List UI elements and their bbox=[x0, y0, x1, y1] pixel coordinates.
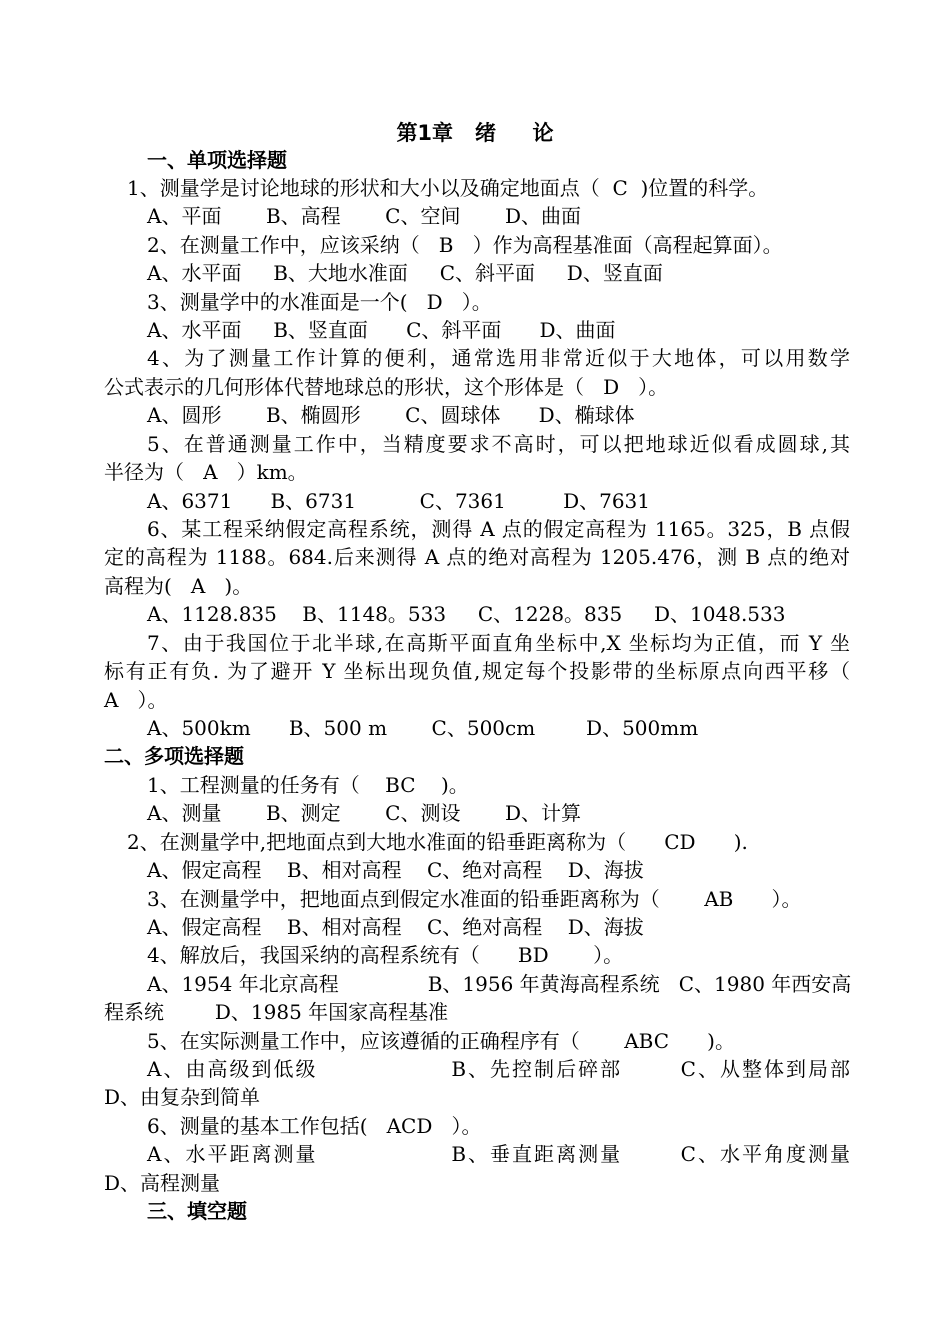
question-text: 4、为了测量工作计算的便利，通常选用非常近似于大地体，可以用数学 bbox=[147, 346, 850, 370]
question-text: 半径为（ A ）km。 bbox=[104, 460, 308, 484]
question-text: 6、某工程采纳假定高程系统，测得 A 点的假定高程为 1165。325，B 点假 bbox=[147, 517, 850, 541]
answer-options: A、6371 B、6731 C、7361 D、7631 bbox=[147, 489, 651, 513]
question-text: 公式表示的几何形体代替地球总的形状，这个形体是（ D ）。 bbox=[104, 375, 669, 399]
question-text: 1、工程测量的任务有（ BC )。 bbox=[147, 773, 469, 797]
answer-options: A、水平面 B、大地水准面 C、斜平面 D、竖直面 bbox=[147, 261, 663, 285]
answer-options: A、水平距离测量 B、垂直距离测量 C、水平角度测量 bbox=[147, 1142, 850, 1166]
answer-options: A、1128.835 B、1148。533 C、1228。835 D、1048.533 bbox=[147, 602, 786, 626]
chapter-title: 第1章 绪 论 bbox=[396, 121, 554, 145]
section-heading: 一、单项选择题 bbox=[147, 148, 287, 172]
answer-options: A、1954 年北京高程 B、1956 年黄海高程系统 C、1980 年西安高 bbox=[147, 972, 852, 996]
question-text: 3、测量学中的水准面是一个( D ）。 bbox=[147, 290, 492, 314]
answer-options: A、由高级到低级 B、先控制后碎部 C、从整体到局部 bbox=[147, 1057, 850, 1081]
answer-options: A、平面 B、高程 C、空间 D、曲面 bbox=[147, 204, 581, 228]
section-heading: 二、多项选择题 bbox=[104, 744, 244, 768]
question-text: 定的高程为 1188。684.后来测得 A 点的绝对高程为 1205.476，测 B 点的绝对 bbox=[104, 545, 850, 569]
question-text: 2、在测量学中,把地面点到大地水准面的铅垂距离称为（ CD ). bbox=[127, 830, 748, 854]
question-text: 5、在普通测量工作中，当精度要求不高时，可以把地球近似看成圆球,其 bbox=[147, 432, 850, 456]
answer-options: A、假定高程 B、相对高程 C、绝对高程 D、海拔 bbox=[147, 915, 644, 939]
answer-options: A、圆形 B、椭圆形 C、圆球体 D、椭球体 bbox=[147, 403, 635, 427]
answer-options: A、假定高程 B、相对高程 C、绝对高程 D、海拔 bbox=[147, 858, 644, 882]
question-text: 6、测量的基本工作包括( ACD ）。 bbox=[147, 1114, 482, 1138]
answer-options: A、测量 B、测定 C、测设 D、计算 bbox=[147, 801, 581, 825]
question-text: 2、在测量工作中，应该采纳（ B ）作为高程基准面（高程起算面）。 bbox=[147, 233, 783, 257]
question-text: 5、在实际测量工作中，应该遵循的正确程序有（ ABC )。 bbox=[147, 1029, 735, 1053]
answer-options: D、高程测量 bbox=[104, 1171, 221, 1195]
question-text: 1、测量学是讨论地球的形状和大小以及确定地面点（ C )位置的科学。 bbox=[127, 176, 769, 200]
question-text: A ）。 bbox=[104, 688, 168, 712]
answer-options: A、水平面 B、竖直面 C、斜平面 D、曲面 bbox=[147, 318, 616, 342]
answer-options: 程系统 D、1985 年国家高程基准 bbox=[104, 1000, 449, 1024]
question-text: 标有正有负. 为了避开 Y 坐标出现负值,规定每个投影带的坐标原点向西平移（ bbox=[104, 659, 850, 683]
question-text: 7、由于我国位于北半球,在高斯平面直角坐标中,X 坐标均为正值，而 Y 坐 bbox=[147, 631, 850, 655]
question-text: 高程为( A )。 bbox=[104, 574, 253, 598]
section-heading: 三、填空题 bbox=[147, 1199, 247, 1223]
question-text: 4、解放后，我国采纳的高程系统有（ BD ）。 bbox=[147, 943, 624, 967]
answer-options: D、由复杂到简单 bbox=[104, 1085, 261, 1109]
question-text: 3、在测量学中，把地面点到假定水准面的铅垂距离称为（ AB ）。 bbox=[147, 887, 802, 911]
answer-options: A、500km B、500 m C、500cm D、500mm bbox=[147, 716, 699, 740]
